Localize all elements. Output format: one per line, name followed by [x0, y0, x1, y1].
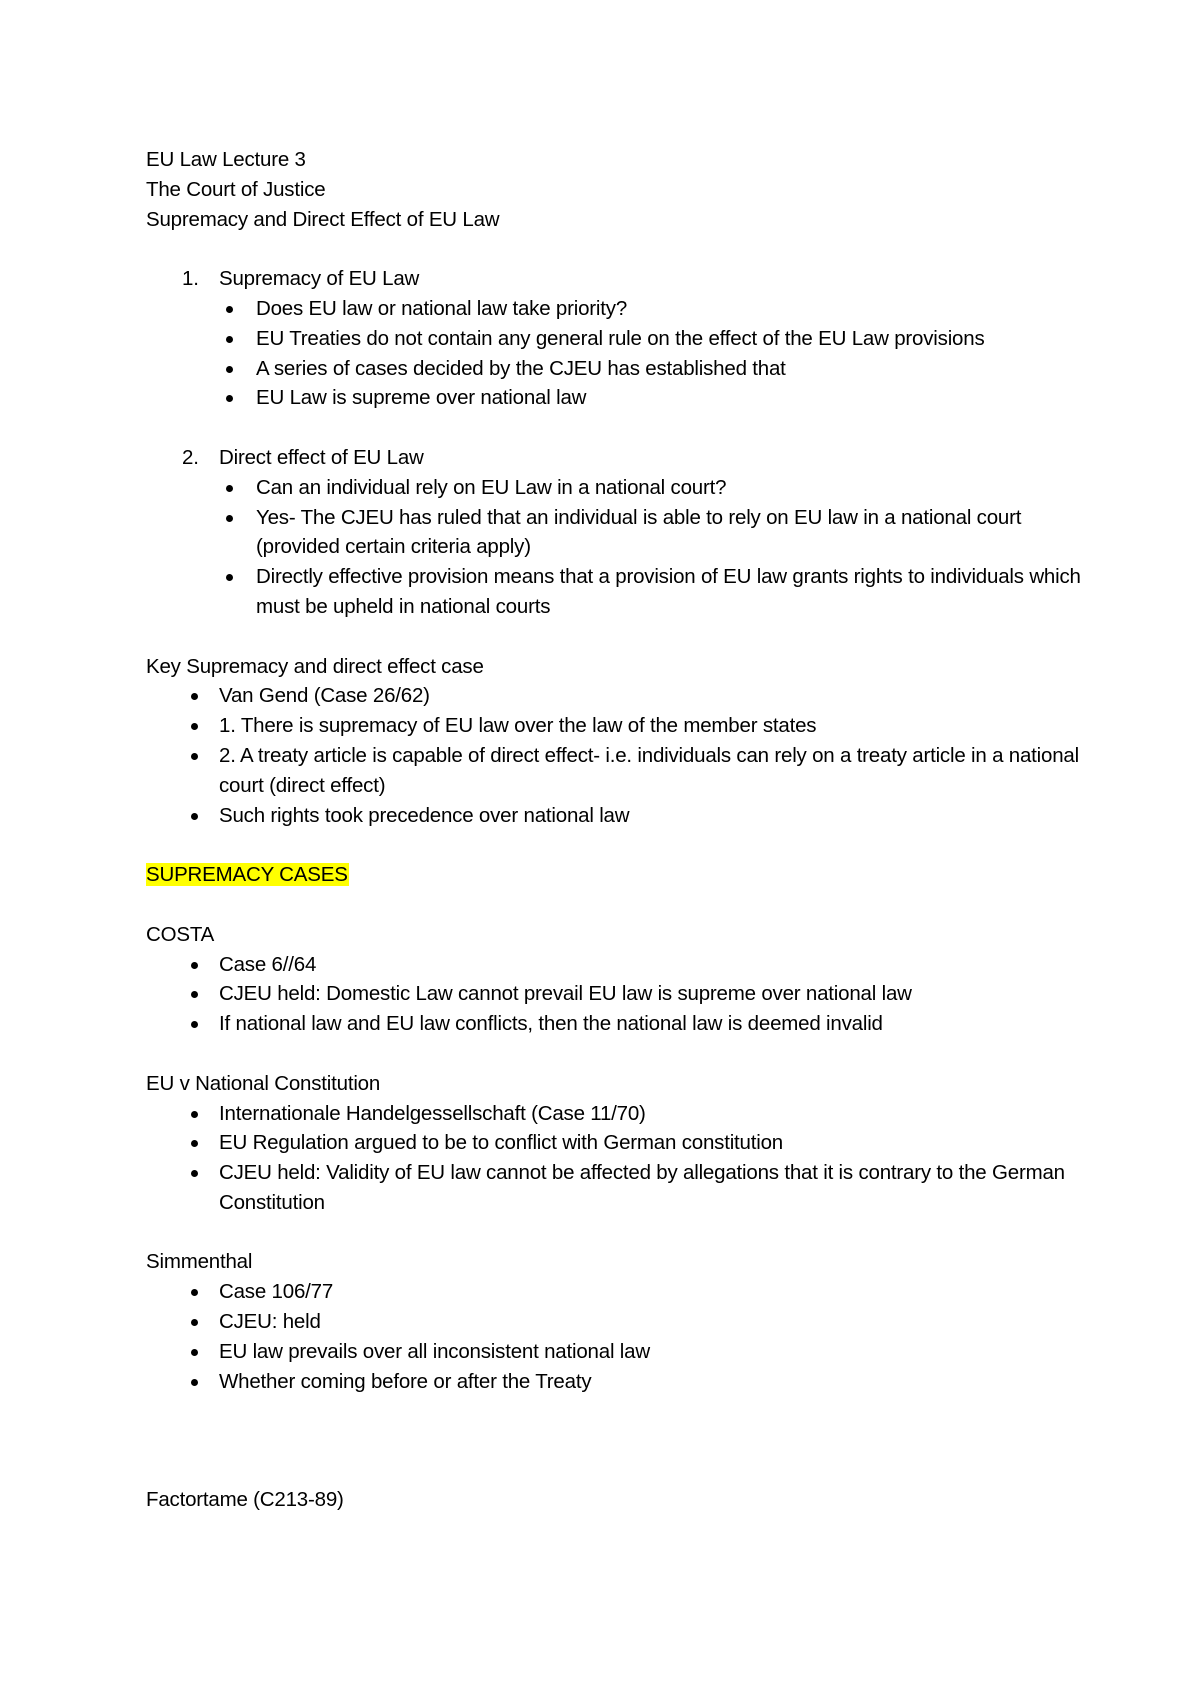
case-heading-costa: COSTA: [146, 922, 215, 946]
list-item: Directly effective provision means that a provision of EU law grants rights to individuals which must be upheld in national courts: [219, 562, 1086, 622]
spacer: [146, 1396, 1086, 1485]
list-item: Does EU law or national law take priority?: [219, 294, 1086, 324]
list-item: Internationale Handelgessellschaft (Case 11/70): [146, 1099, 1086, 1129]
list-item: EU Regulation argued to be to conflict with German constitution: [146, 1128, 1086, 1158]
bullet-list: [146, 681, 1086, 830]
bullet-list: [146, 950, 1086, 1039]
list-item: EU Treaties do not contain any general rule on the effect of the EU Law provisions: [219, 324, 1086, 354]
case-heading-simmenthal: Simmenthal: [146, 1250, 253, 1274]
section-heading: Direct effect of EU Law: [219, 445, 424, 469]
section-heading: Supremacy of EU Law: [219, 267, 420, 291]
list-item: CJEU: held: [146, 1307, 1086, 1337]
list-item: 2. A treaty article is capable of direct effect- i.e. individuals can rely on a treaty article in a national court (direct effect): [146, 741, 1086, 801]
bullet-list: [146, 1277, 1086, 1396]
bullet-list: [219, 294, 1086, 413]
list-item: EU law prevails over all inconsistent national law: [146, 1337, 1086, 1367]
spacer: [146, 1218, 1086, 1248]
list-item: If national law and EU law conflicts, then the national law is deemed invalid: [146, 1009, 1086, 1039]
list-item: EU Law is supreme over national law: [219, 383, 1086, 413]
list-item: CJEU held: Validity of EU law cannot be affected by allegations that it is contrary to the German Constitution: [146, 1158, 1086, 1218]
list-item: CJEU held: Domestic Law cannot prevail EU law is supreme over national law: [146, 979, 1086, 1009]
bullet-list: [146, 1099, 1086, 1218]
list-item: Case 106/77: [146, 1277, 1086, 1307]
highlighted-heading: SUPREMACY CASES: [146, 863, 348, 887]
numbered-section-direct-effect: [146, 443, 1086, 622]
list-item: Case 6//64: [146, 950, 1086, 980]
list-item: Such rights took precedence over national law: [146, 801, 1086, 831]
document-body: [146, 145, 1086, 1515]
numbered-section-supremacy: [146, 264, 1086, 443]
bullet-list: [219, 473, 1086, 622]
spacer: [219, 413, 1086, 443]
spacer: [146, 830, 1086, 860]
numbered-list: [146, 264, 1086, 622]
list-item: Can an individual rely on EU Law in a national court?: [219, 473, 1086, 503]
subtitle-line: The Court of Justice: [146, 177, 326, 201]
list-item: 1. There is supremacy of EU law over the law of the member states: [146, 711, 1086, 741]
case-heading-factortame: Factortame (C213-89): [146, 1488, 344, 1512]
spacer: [146, 890, 1086, 920]
list-item: Whether coming before or after the Treaty: [146, 1367, 1086, 1397]
list-item: Van Gend (Case 26/62): [146, 681, 1086, 711]
key-case-heading: Key Supremacy and direct effect case: [146, 654, 484, 678]
topic-line: Supremacy and Direct Effect of EU Law: [146, 207, 500, 231]
list-item: Yes- The CJEU has ruled that an individual is able to rely on EU law in a national court (provided certain criteria apply): [219, 503, 1086, 563]
title-line: EU Law Lecture 3: [146, 148, 306, 171]
spacer: [146, 622, 1086, 652]
highlighted-heading-line: [146, 860, 1086, 890]
spacer: [146, 1039, 1086, 1069]
case-heading-eu-v-constitution: EU v National Constitution: [146, 1071, 381, 1095]
list-number: 1.: [182, 267, 199, 291]
list-item: A series of cases decided by the CJEU has established that: [219, 354, 1086, 384]
spacer: [146, 234, 1086, 264]
list-number: 2.: [182, 445, 199, 469]
